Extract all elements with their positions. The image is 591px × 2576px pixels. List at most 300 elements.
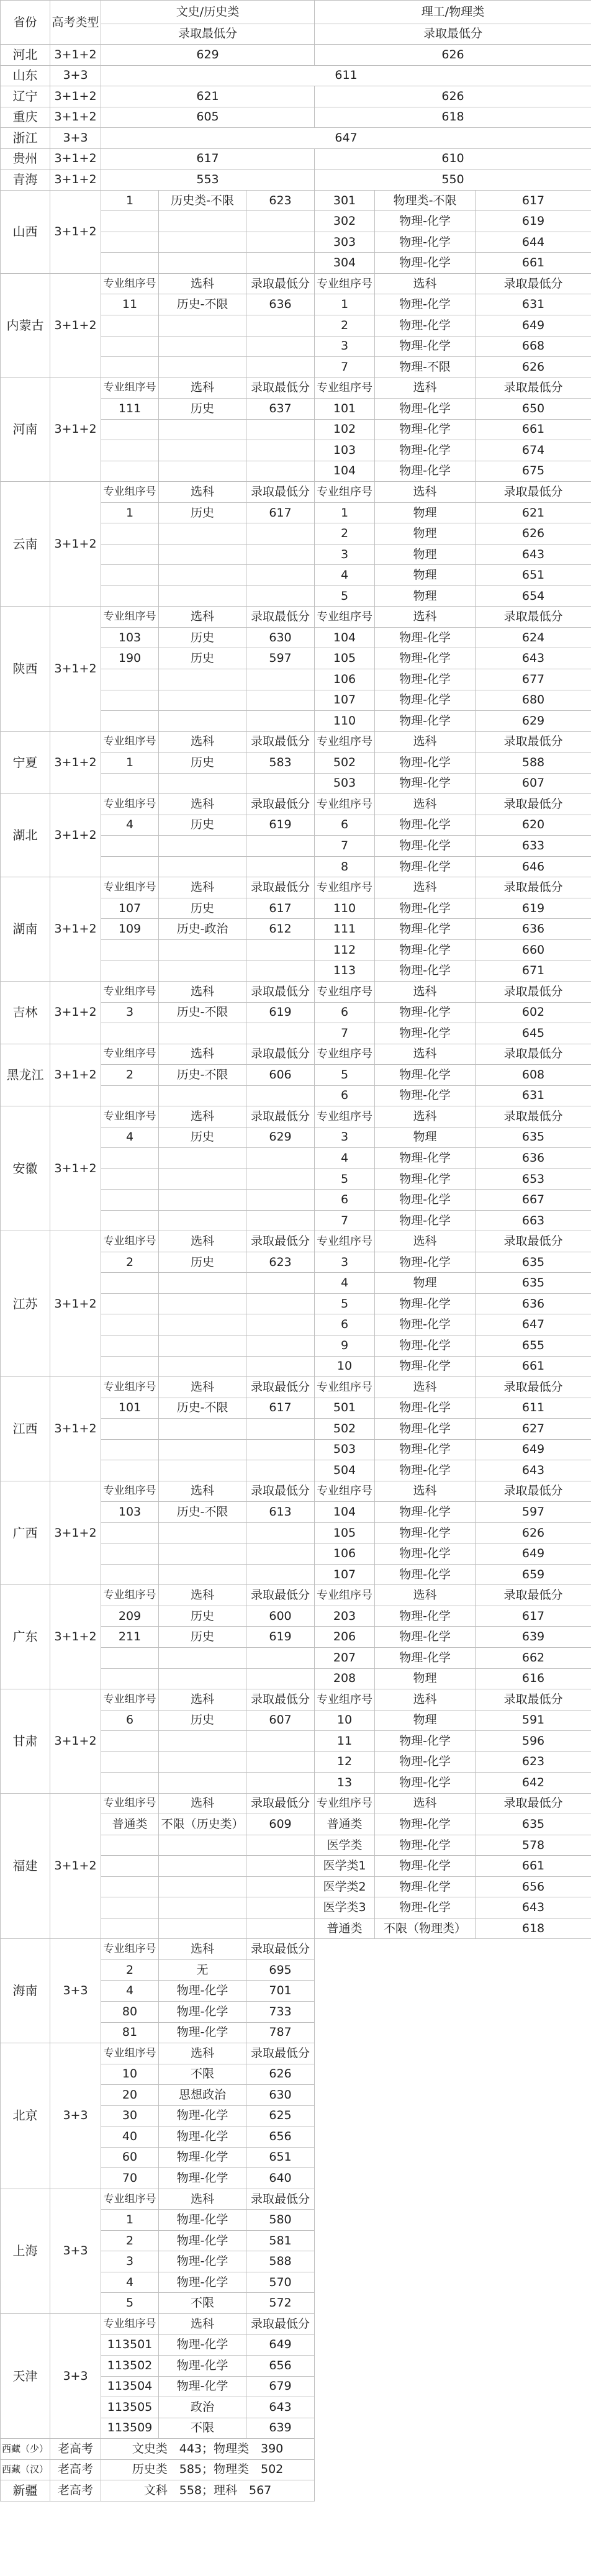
group-no-header: 专业组序号 <box>101 1106 159 1128</box>
min-score-header: 录取最低分 <box>476 377 591 399</box>
subjects-cell: 历史 <box>159 1710 246 1731</box>
province-cell: 甘肃 <box>1 1689 50 1794</box>
group-no-cell: 2 <box>101 2230 159 2251</box>
li-min-score-cell: 618 <box>315 107 591 128</box>
province-cell: 吉林 <box>1 981 50 1044</box>
subjects-cell: 物理-化学 <box>375 1502 476 1523</box>
empty-cell <box>159 1273 246 1294</box>
subjects-cell: 物理-化学 <box>375 1856 476 1877</box>
min-score-cell: 623 <box>476 1751 591 1773</box>
exam-type-cell: 老高考 <box>50 2459 101 2480</box>
subjects-cell: 物理 <box>375 565 476 586</box>
group-no-cell: 4 <box>101 815 159 836</box>
old-exam-row <box>1 2439 591 2460</box>
min-score-header: 录取最低分 <box>246 482 315 503</box>
group-no-cell: 7 <box>315 357 375 378</box>
group-no-cell: 2 <box>101 1065 159 1086</box>
min-score-cell: 619 <box>246 1627 315 1648</box>
subjects-cell: 历史-政治 <box>159 919 246 940</box>
min-score-header: 录取最低分 <box>246 2313 315 2334</box>
wen-min-score-cell: 617 <box>101 148 315 169</box>
group-no-cell: 504 <box>315 1460 375 1481</box>
empty-cell <box>101 1918 159 1939</box>
min-score-cell: 619 <box>246 1002 315 1023</box>
empty-cell <box>101 1668 159 1689</box>
min-score-cell: 635 <box>476 1252 591 1273</box>
group-no-cell: 9 <box>315 1335 375 1357</box>
min-score-cell: 626 <box>476 1522 591 1543</box>
subjects-cell: 物理-化学 <box>375 919 476 940</box>
group-no-header: 专业组序号 <box>101 607 159 628</box>
exam-type-cell: 3+1+2 <box>50 1585 101 1689</box>
group-no-cell: 104 <box>315 461 375 482</box>
group-no-cell: 2 <box>101 1959 159 1981</box>
subheader-row <box>1 794 591 815</box>
subjects-header: 选科 <box>159 731 246 752</box>
province-cell: 北京 <box>1 2043 50 2189</box>
empty-cell <box>159 461 246 482</box>
subjects-header: 选科 <box>375 731 476 752</box>
min-score-cell: 630 <box>246 2085 315 2106</box>
group-no-cell: 303 <box>315 232 375 253</box>
province-cell: 青海 <box>1 169 50 191</box>
empty-cell <box>101 1419 159 1440</box>
exam-type-cell: 3+3 <box>50 2043 101 2189</box>
exam-type-cell: 3+1+2 <box>50 148 101 169</box>
empty-cell <box>101 544 159 565</box>
subjects-header: 选科 <box>159 1689 246 1711</box>
blank-area <box>315 2043 591 2189</box>
empty-cell <box>101 669 159 690</box>
min-score-header: 录取最低分 <box>246 2189 315 2210</box>
group-no-cell: 3 <box>101 2251 159 2272</box>
empty-cell <box>101 856 159 877</box>
empty-cell <box>159 211 246 232</box>
subjects-cell: 物理-化学 <box>159 1981 246 2002</box>
subjects-cell: 物理-化学 <box>375 648 476 669</box>
empty-cell <box>246 773 315 794</box>
subheader-row <box>1 981 591 1002</box>
empty-cell <box>246 253 315 274</box>
group-no-header: 专业组序号 <box>101 1585 159 1606</box>
province-cell: 上海 <box>1 2189 50 2313</box>
group-no-cell: 113502 <box>101 2356 159 2377</box>
group-no-cell: 103 <box>101 1502 159 1523</box>
group-no-cell: 102 <box>315 419 375 440</box>
empty-cell <box>101 1647 159 1668</box>
min-score-cell: 597 <box>476 1502 591 1523</box>
subjects-header: 选科 <box>159 273 246 294</box>
min-score-cell: 607 <box>246 1710 315 1731</box>
province-cell: 山西 <box>1 190 50 273</box>
empty-cell <box>246 523 315 545</box>
subjects-cell: 历史 <box>159 648 246 669</box>
empty-cell <box>159 1293 246 1314</box>
exam-type-cell: 3+3 <box>50 2189 101 2313</box>
group-no-cell: 3 <box>315 1127 375 1148</box>
subjects-cell: 物理-化学 <box>375 690 476 711</box>
min-score-cell: 617 <box>476 190 591 211</box>
empty-cell <box>101 960 159 982</box>
min-score-header: 录取最低分 <box>246 2043 315 2064</box>
group-no-cell: 医学类1 <box>315 1856 375 1877</box>
province-cell: 陕西 <box>1 607 50 731</box>
subjects-cell: 物理-化学 <box>375 1356 476 1377</box>
subjects-header: 选科 <box>159 1793 246 1814</box>
empty-cell <box>101 357 159 378</box>
subjects-header: 选科 <box>159 1106 246 1128</box>
province-cell: 安徽 <box>1 1106 50 1231</box>
subjects-cell: 物理-化学 <box>375 1148 476 1169</box>
empty-cell <box>159 523 246 545</box>
min-score-header: 录取最低分 <box>476 1793 591 1814</box>
group-no-header: 专业组序号 <box>101 1231 159 1252</box>
empty-cell <box>159 960 246 982</box>
group-no-cell: 6 <box>315 1002 375 1023</box>
group-no-cell: 107 <box>315 1564 375 1585</box>
subjects-cell: 物理 <box>375 1127 476 1148</box>
group-no-header: 专业组序号 <box>101 273 159 294</box>
empty-cell <box>159 1522 246 1543</box>
group-no-cell: 6 <box>101 1710 159 1731</box>
group-no-cell: 503 <box>315 773 375 794</box>
min-score-cell: 600 <box>246 1606 315 1627</box>
empty-cell <box>159 1773 246 1794</box>
subjects-cell: 物理-化学 <box>375 836 476 857</box>
subjects-cell: 物理-化学 <box>375 1293 476 1314</box>
empty-cell <box>246 232 315 253</box>
empty-cell <box>101 1335 159 1357</box>
subjects-cell: 物理-化学 <box>375 1002 476 1023</box>
empty-cell <box>101 419 159 440</box>
empty-cell <box>101 253 159 274</box>
min-score-header: 录取最低分 <box>246 1106 315 1128</box>
empty-cell <box>246 1668 315 1689</box>
exam-type-cell: 3+3 <box>50 65 101 86</box>
group-no-cell: 医学类2 <box>315 1876 375 1897</box>
subjects-cell: 物理-化学 <box>159 2105 246 2126</box>
subjects-cell: 物理-化学 <box>375 1751 476 1773</box>
subheader-row <box>1 2189 591 2210</box>
subheader-row <box>1 1689 591 1711</box>
empty-cell <box>246 1897 315 1918</box>
min-score-cell: 624 <box>476 627 591 648</box>
province-cell: 河北 <box>1 45 50 66</box>
province-cell: 广西 <box>1 1481 50 1585</box>
empty-cell <box>246 461 315 482</box>
subjects-header: 选科 <box>375 1481 476 1502</box>
empty-cell <box>246 336 315 357</box>
empty-cell <box>246 690 315 711</box>
group-no-cell: 113505 <box>101 2397 159 2418</box>
empty-cell <box>159 1564 246 1585</box>
empty-cell <box>246 1751 315 1773</box>
min-score-cell: 629 <box>246 1127 315 1148</box>
empty-cell <box>101 1293 159 1314</box>
min-score-cell: 583 <box>246 752 315 774</box>
min-score-cell: 580 <box>246 2210 315 2231</box>
empty-cell <box>246 1314 315 1335</box>
subjects-cell: 物理-化学 <box>375 1814 476 1835</box>
exam-type-cell: 3+1+2 <box>50 45 101 66</box>
min-score-cell: 637 <box>246 399 315 420</box>
group-no-cell: 7 <box>315 1023 375 1044</box>
subjects-header: 选科 <box>375 1793 476 1814</box>
group-no-cell: 113509 <box>101 2418 159 2439</box>
empty-cell <box>101 211 159 232</box>
subjects-cell: 历史 <box>159 1606 246 1627</box>
group-no-cell: 107 <box>315 690 375 711</box>
subjects-header: 选科 <box>375 1106 476 1128</box>
group-no-cell: 普通类 <box>315 1918 375 1939</box>
subheader-row <box>1 2313 591 2334</box>
empty-cell <box>101 773 159 794</box>
empty-cell <box>246 1335 315 1357</box>
empty-cell <box>159 1419 246 1440</box>
min-score-cell: 650 <box>476 399 591 420</box>
group-no-cell: 209 <box>101 1606 159 1627</box>
li-min-score-cell: 610 <box>315 148 591 169</box>
empty-cell <box>246 315 315 336</box>
subjects-header: 选科 <box>375 377 476 399</box>
group-no-cell: 医学类 <box>315 1835 375 1856</box>
empty-cell <box>159 773 246 794</box>
empty-cell <box>246 1439 315 1460</box>
empty-cell <box>246 1273 315 1294</box>
subheader-row <box>1 2043 591 2064</box>
min-score-cell: 618 <box>476 1918 591 1939</box>
subjects-cell: 物理-化学 <box>375 294 476 315</box>
min-score-cell: 701 <box>246 1981 315 2002</box>
group-no-cell: 1 <box>101 502 159 523</box>
subjects-cell: 物理-化学 <box>159 2230 246 2251</box>
group-no-cell: 8 <box>315 856 375 877</box>
min-score-header: 录取最低分 <box>476 1689 591 1711</box>
subjects-cell: 历史-不限 <box>159 1398 246 1419</box>
group-no-cell: 4 <box>101 1127 159 1148</box>
empty-cell <box>159 544 246 565</box>
group-no-cell: 1 <box>315 294 375 315</box>
subjects-cell: 物理-化学 <box>375 1314 476 1335</box>
subheader-row <box>1 1106 591 1128</box>
min-score-cell: 679 <box>246 2376 315 2397</box>
empty-cell <box>159 690 246 711</box>
empty-cell <box>246 856 315 877</box>
empty-cell <box>101 315 159 336</box>
empty-cell <box>246 1356 315 1377</box>
min-score-cell: 636 <box>476 1148 591 1169</box>
empty-cell <box>101 1190 159 1211</box>
subjects-cell: 物理 <box>375 502 476 523</box>
min-score-cell: 617 <box>476 1606 591 1627</box>
subjects-cell: 物理-化学 <box>375 669 476 690</box>
empty-cell <box>246 1543 315 1565</box>
group-no-cell: 206 <box>315 1627 375 1648</box>
empty-cell <box>159 1023 246 1044</box>
subjects-cell: 不限（历史类） <box>159 1814 246 1835</box>
subjects-cell: 物理-化学 <box>375 1252 476 1273</box>
min-score-header: 录取最低分 <box>246 1939 315 1960</box>
subjects-cell: 物理-化学 <box>159 2356 246 2377</box>
group-no-header: 专业组序号 <box>101 731 159 752</box>
exam-type-cell: 3+1+2 <box>50 86 101 107</box>
empty-cell <box>159 253 246 274</box>
min-score-cell: 639 <box>246 2418 315 2439</box>
empty-cell <box>246 1876 315 1897</box>
simple-row <box>1 128 591 149</box>
subjects-cell: 物理 <box>375 1710 476 1731</box>
min-score-header: 录取最低分 <box>476 482 591 503</box>
subjects-header: 选科 <box>159 2043 246 2064</box>
subheader-row <box>1 877 591 898</box>
subjects-cell: 历史 <box>159 1627 246 1648</box>
empty-cell <box>159 1085 246 1106</box>
subjects-header: 选科 <box>375 1377 476 1398</box>
exam-type-cell: 3+1+2 <box>50 1377 101 1481</box>
exam-type-cell: 老高考 <box>50 2439 101 2460</box>
min-score-cell: 635 <box>476 1814 591 1835</box>
min-score-cell: 647 <box>476 1314 591 1335</box>
subjects-cell: 物理-化学 <box>159 2168 246 2189</box>
group-no-cell: 502 <box>315 1419 375 1440</box>
subjects-cell: 历史-不限 <box>159 1065 246 1086</box>
group-no-header: 专业组序号 <box>315 981 375 1002</box>
group-no-cell: 3 <box>315 336 375 357</box>
subjects-cell: 物理类-不限 <box>375 190 476 211</box>
subjects-cell: 物理-化学 <box>375 856 476 877</box>
group-no-cell: 11 <box>101 294 159 315</box>
subjects-cell: 物理-化学 <box>159 2334 246 2356</box>
empty-cell <box>159 1460 246 1481</box>
group-no-header: 专业组序号 <box>315 1689 375 1711</box>
subjects-cell: 物理 <box>375 544 476 565</box>
subjects-cell: 物理-化学 <box>159 2210 246 2231</box>
group-no-cell: 503 <box>315 1439 375 1460</box>
empty-cell <box>101 690 159 711</box>
min-score-cell: 607 <box>476 773 591 794</box>
exam-type-cell: 3+1+2 <box>50 107 101 128</box>
score-summary-cell: 文科 558；理科 567 <box>101 2480 315 2501</box>
min-score-cell: 617 <box>246 898 315 919</box>
subjects-cell: 物理-化学 <box>375 939 476 960</box>
group-no-cell: 107 <box>101 898 159 919</box>
group-no-cell: 2 <box>315 315 375 336</box>
min-score-cell: 588 <box>246 2251 315 2272</box>
group-no-header: 专业组序号 <box>315 1481 375 1502</box>
subjects-cell: 物理-化学 <box>375 1606 476 1627</box>
subjects-cell: 政治 <box>159 2397 246 2418</box>
group-no-cell: 110 <box>315 711 375 732</box>
empty-cell <box>159 1356 246 1377</box>
group-no-cell: 101 <box>315 399 375 420</box>
province-cell: 湖南 <box>1 877 50 982</box>
min-score-cell: 597 <box>246 648 315 669</box>
group-no-cell: 190 <box>101 648 159 669</box>
empty-cell <box>101 1148 159 1169</box>
province-cell: 辽宁 <box>1 86 50 107</box>
subjects-cell: 物理-化学 <box>159 2272 246 2293</box>
min-score-cell: 643 <box>476 1460 591 1481</box>
subjects-cell: 物理-化学 <box>375 960 476 982</box>
group-no-cell: 111 <box>315 919 375 940</box>
subjects-header: 选科 <box>159 794 246 815</box>
min-score-cell: 660 <box>476 939 591 960</box>
exam-type-cell: 3+1+2 <box>50 607 101 731</box>
min-score-cell: 626 <box>476 357 591 378</box>
min-score-cell: 644 <box>476 232 591 253</box>
min-score-cell: 651 <box>476 565 591 586</box>
min-score-cell: 619 <box>476 211 591 232</box>
empty-cell <box>159 939 246 960</box>
subjects-cell: 物理-化学 <box>375 1210 476 1231</box>
group-no-header: 专业组序号 <box>101 1377 159 1398</box>
subjects-cell: 历史-不限 <box>159 294 246 315</box>
empty-cell <box>159 1751 246 1773</box>
empty-cell <box>101 1897 159 1918</box>
li-header: 理工/物理类 <box>315 1 591 24</box>
subjects-cell: 物理-化学 <box>375 1168 476 1190</box>
empty-cell <box>246 1293 315 1314</box>
province-cell: 黑龙江 <box>1 1044 50 1106</box>
min-score-cell: 668 <box>476 336 591 357</box>
subjects-header: 选科 <box>159 1585 246 1606</box>
group-no-cell: 1 <box>101 752 159 774</box>
group-no-header: 专业组序号 <box>101 377 159 399</box>
min-score-cell: 636 <box>246 294 315 315</box>
wen-min-score-cell: 605 <box>101 107 315 128</box>
subjects-cell: 物理-化学 <box>375 336 476 357</box>
group-no-cell: 10 <box>315 1356 375 1377</box>
group-no-header: 专业组序号 <box>315 607 375 628</box>
min-score-cell: 631 <box>476 1085 591 1106</box>
empty-cell <box>159 711 246 732</box>
group-no-cell: 4 <box>101 2272 159 2293</box>
min-score-cell: 570 <box>246 2272 315 2293</box>
min-score-cell: 596 <box>476 1731 591 1752</box>
group-no-cell: 6 <box>315 1190 375 1211</box>
subjects-header: 选科 <box>159 1044 246 1065</box>
subjects-cell: 物理-化学 <box>159 2147 246 2168</box>
min-score-cell: 606 <box>246 1065 315 1086</box>
subjects-cell: 物理-化学 <box>375 1190 476 1211</box>
group-no-cell: 1 <box>315 502 375 523</box>
empty-cell <box>159 232 246 253</box>
subheader-row <box>1 607 591 628</box>
empty-cell <box>101 1023 159 1044</box>
exam-type-cell: 3+1+2 <box>50 1689 101 1794</box>
min-score-header: 录取最低分 <box>246 273 315 294</box>
min-score-cell: 629 <box>476 711 591 732</box>
subheader-row <box>1 273 591 294</box>
empty-cell <box>246 1023 315 1044</box>
subheader-row <box>1 1793 591 1814</box>
empty-cell <box>159 856 246 877</box>
min-score-cell: 661 <box>476 1356 591 1377</box>
subjects-cell: 物理-化学 <box>375 1647 476 1668</box>
province-cell: 江西 <box>1 1377 50 1481</box>
group-no-cell: 302 <box>315 211 375 232</box>
group-no-cell: 81 <box>101 2022 159 2043</box>
empty-cell <box>159 1876 246 1897</box>
min-score-cell: 649 <box>246 2334 315 2356</box>
group-no-header: 专业组序号 <box>315 731 375 752</box>
subjects-cell: 物理-化学 <box>375 1460 476 1481</box>
province-cell: 西藏（少） <box>1 2439 50 2460</box>
empty-cell <box>101 1085 159 1106</box>
subjects-cell: 物理-化学 <box>375 1876 476 1897</box>
group-no-cell: 5 <box>315 1065 375 1086</box>
group-no-header: 专业组序号 <box>315 877 375 898</box>
